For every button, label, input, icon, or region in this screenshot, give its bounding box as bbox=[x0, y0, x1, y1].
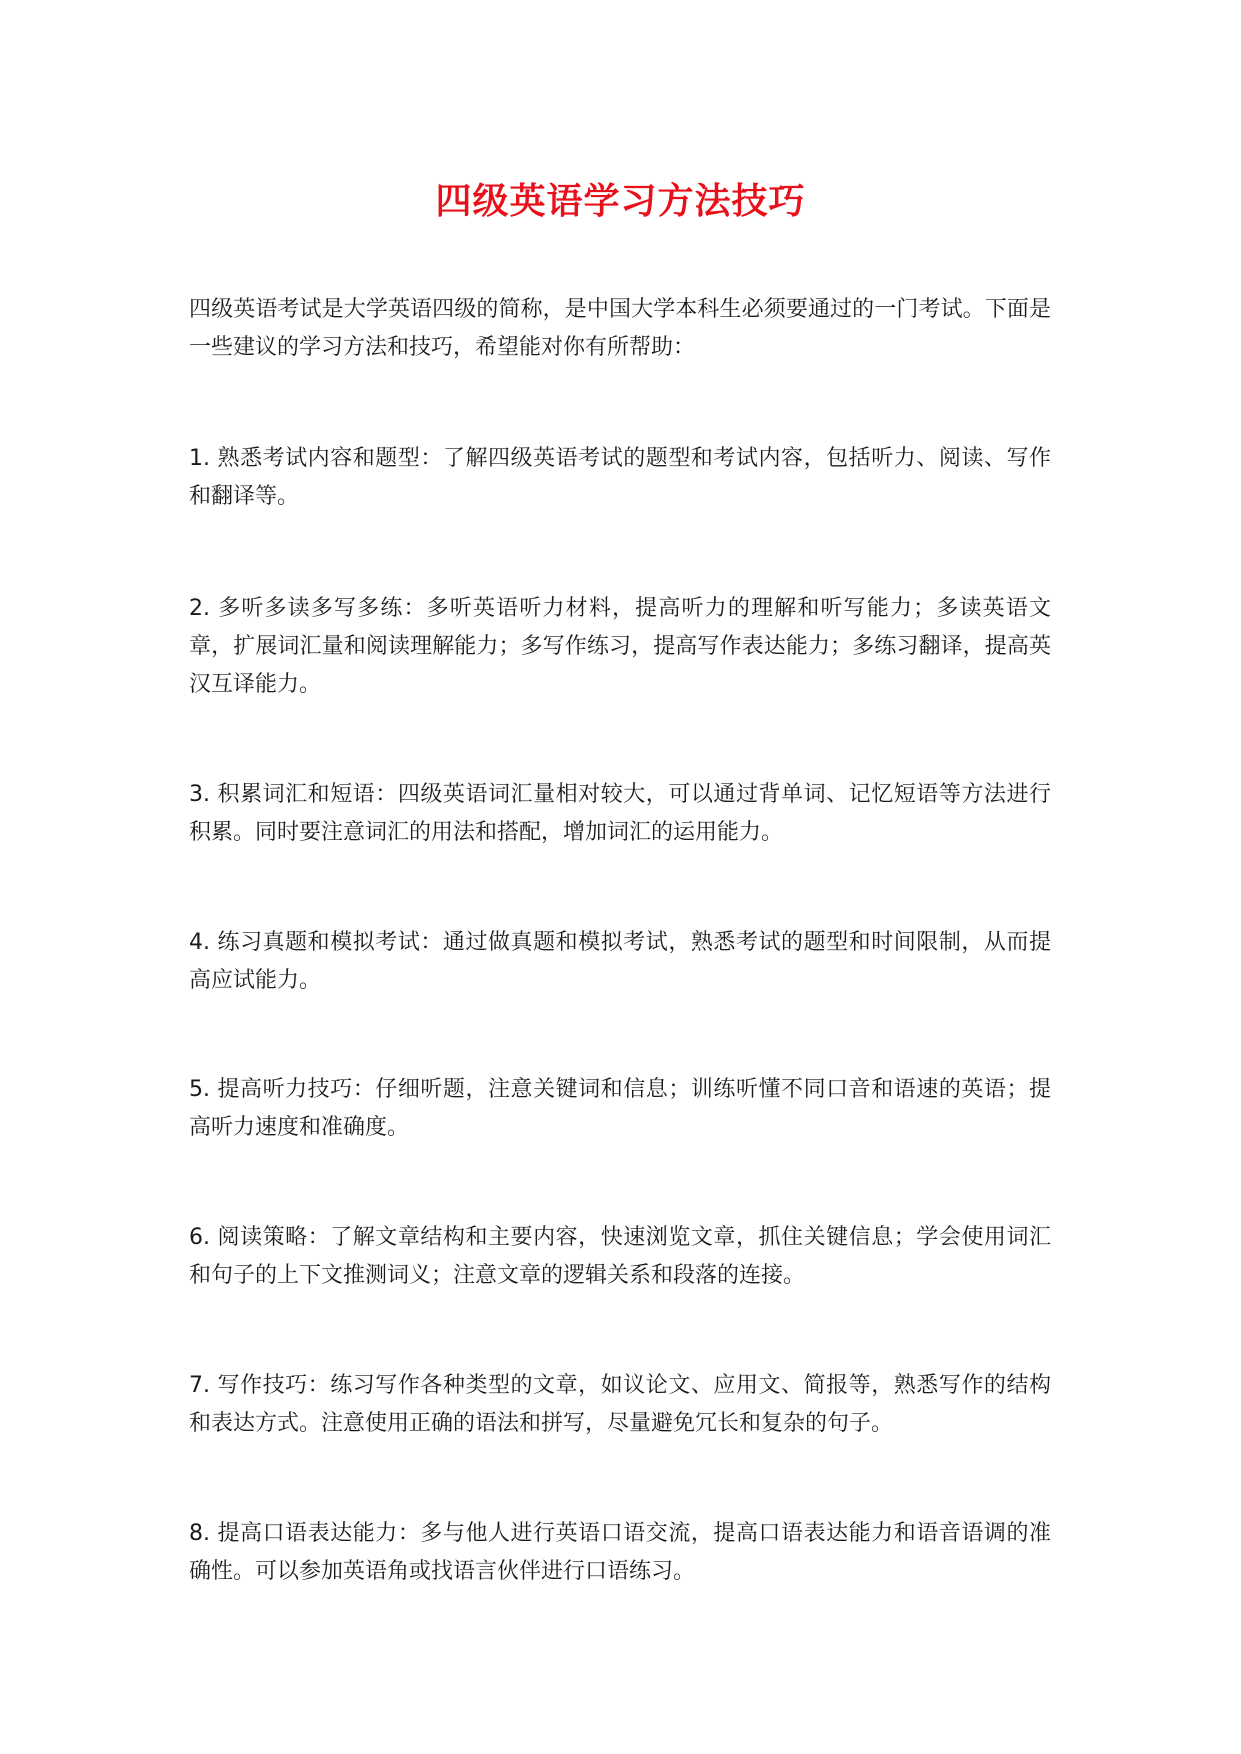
tip-item-2: 2. 多听多读多写多练：多听英语听力材料，提高听力的理解和听写能力；多读英语文章，扩展词汇量和阅读理解能力；多写作练习，提高写作表达能力；多练习翻译，提高英汉互译能力。 bbox=[189, 596, 1051, 697]
tip-item-4: 4. 练习真题和模拟考试：通过做真题和模拟考试，熟悉考试的题型和时间限制，从而提高应试能力。 bbox=[189, 930, 1051, 993]
tip-item-8: 8. 提高口语表达能力：多与他人进行英语口语交流，提高口语表达能力和语音语调的准确性。可以参加英语角或找语言伙伴进行口语练习。 bbox=[189, 1521, 1051, 1584]
tip-item-6: 6. 阅读策略：了解文章结构和主要内容，快速浏览文章，抓住关键信息；学会使用词汇和句子的上下文推测词义；注意文章的逻辑关系和段落的连接。 bbox=[189, 1225, 1051, 1288]
tip-item-3: 3. 积累词汇和短语：四级英语词汇量相对较大，可以通过背单词、记忆短语等方法进行积累。同时要注意词汇的用法和搭配，增加词汇的运用能力。 bbox=[189, 782, 1051, 845]
tip-item-5: 5. 提高听力技巧：仔细听题，注意关键词和信息；训练听懂不同口音和语速的英语；提高听力速度和准确度。 bbox=[189, 1077, 1051, 1140]
tip-item-7: 7. 写作技巧：练习写作各种类型的文章，如议论文、应用文、简报等，熟悉写作的结构和表达方式。注意使用正确的语法和拼写，尽量避免冗长和复杂的句子。 bbox=[189, 1373, 1051, 1436]
intro-paragraph: 四级英语考试是大学英语四级的简称，是中国大学本科生必须要通过的一门考试。下面是一些建议的学习方法和技巧，希望能对你有所帮助： bbox=[189, 297, 1051, 360]
page-title: 四级英语学习方法技巧 bbox=[435, 181, 806, 222]
tip-item-1: 1. 熟悉考试内容和题型：了解四级英语考试的题型和考试内容，包括听力、阅读、写作和翻译等。 bbox=[189, 446, 1051, 509]
